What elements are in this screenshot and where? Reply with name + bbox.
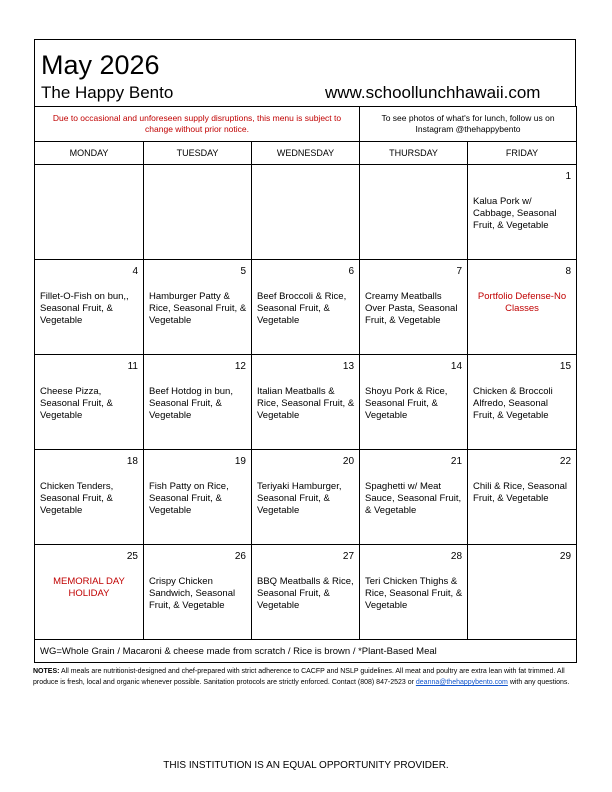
week-row — [35, 355, 577, 450]
day-number: 8 — [565, 266, 572, 277]
day-number: 15 — [559, 361, 572, 372]
meal-description: Chicken & Broccoli Alfredo, Seasonal Fruit, & Vegetable — [473, 386, 553, 421]
meal-description: Italian Meatballs & Rice, Seasonal Fruit, & Vegetable — [257, 386, 355, 421]
day-cell — [144, 355, 252, 450]
day-cell — [252, 165, 360, 260]
day-number: 18 — [126, 456, 138, 467]
day-cell — [360, 355, 468, 450]
meal-description: BBQ Meatballs & Rice, Seasonal Fruit, & Vegetable — [257, 576, 354, 611]
meal-description: Hamburger Patty & Rice, Seasonal Fruit, & Vegetable — [149, 291, 247, 326]
week-row — [35, 260, 577, 355]
weekday-header: TUESDAY — [144, 142, 252, 165]
special-notice: MEMORIAL DAY HOLIDAY — [53, 576, 125, 599]
website-text: www.schoollunchhawaii.com — [325, 83, 541, 102]
menu-sheet — [34, 39, 576, 688]
meal-description: Fillet-O-Fish on bun,, Seasonal Fruit, & Vegetable — [40, 291, 129, 326]
notice-row — [35, 107, 577, 142]
weekday-header: MONDAY — [35, 142, 144, 165]
equal-opportunity-statement: THIS INSTITUTION IS AN EQUAL OPPORTUNITY PROVIDER. — [163, 760, 449, 771]
meal-description: Shoyu Pork & Rice, Seasonal Fruit, & Vegetable — [365, 386, 448, 421]
meal-description: Teri Chicken Thighs & Rice, Seasonal Fruit, & Vegetable — [365, 576, 463, 611]
day-number: 27 — [342, 551, 355, 562]
day-cell — [468, 545, 577, 640]
day-number: 7 — [456, 266, 463, 277]
day-number: 21 — [450, 456, 463, 467]
day-cell — [468, 165, 577, 260]
notes-suffix: with any questions. — [509, 679, 570, 686]
week-row — [35, 545, 577, 640]
week-row — [35, 450, 577, 545]
company-name: The Happy Bento — [41, 83, 174, 102]
day-number: 11 — [127, 361, 138, 372]
meal-description: Cheese Pizza, Seasonal Fruit, & Vegetable — [40, 386, 113, 421]
day-cell — [144, 165, 252, 260]
meal-description: Chicken Tenders, Seasonal Fruit, & Vegetable — [40, 481, 114, 516]
day-cell — [35, 355, 144, 450]
notes-text: All meals are nutritionist-designed and chef-prepared with strict adherence to CACFP and NSLP guidelines. All meat and poultry are extra lean with fat trimmed. All produce is fresh, local and organic whenever possible. Sanitation protocols are strictly enforced. Contact (808) 847-2523 or — [33, 668, 565, 686]
day-number: 29 — [559, 551, 572, 562]
weeks-body — [35, 165, 577, 640]
day-cell — [35, 450, 144, 545]
day-cell — [144, 545, 252, 640]
meal-description: Crispy Chicken Sandwich, Seasonal Fruit, & Vegetable — [149, 576, 236, 611]
notes-label: NOTES: — [33, 668, 60, 675]
legend-text: WG=Whole Grain / Macaroni & cheese made from scratch / Rice is brown / *Plant-Based Meal — [35, 640, 577, 663]
weekday-header: THURSDAY — [360, 142, 468, 165]
meal-description: Kalua Pork w/ Cabbage, Seasonal Fruit, & Vegetable — [473, 196, 557, 231]
day-cell — [252, 260, 360, 355]
disruption-notice: Due to occasional and unforeseen supply disruptions, this menu is subject to change without prior notice. — [35, 107, 360, 142]
day-cell — [468, 355, 577, 450]
day-number: 13 — [342, 361, 355, 372]
day-number: 1 — [565, 171, 572, 182]
legend-row — [35, 640, 577, 663]
day-cell — [252, 545, 360, 640]
day-number: 14 — [450, 361, 463, 372]
notes-paragraph — [33, 666, 577, 688]
menu-calendar — [34, 106, 577, 663]
meal-description: Creamy Meatballs Over Pasta, Seasonal Fruit, & Vegetable — [365, 291, 458, 326]
day-cell — [252, 450, 360, 545]
day-cell — [35, 545, 144, 640]
day-cell — [35, 260, 144, 355]
weekday-header: FRIDAY — [468, 142, 577, 165]
meal-description: Spaghetti w/ Meat Sauce, Seasonal Fruit, & Vegetable — [365, 481, 462, 516]
page-title: May 2026 — [41, 50, 160, 80]
meal-description: Teriyaki Hamburger, Seasonal Fruit, & Vegetable — [257, 481, 342, 516]
day-number: 5 — [240, 266, 246, 277]
meal-description: Chili & Rice, Seasonal Fruit, & Vegetable — [473, 481, 568, 504]
day-number: 19 — [234, 456, 246, 467]
weekday-header: WEDNESDAY — [252, 142, 360, 165]
day-number: 12 — [234, 361, 246, 372]
day-number: 20 — [342, 456, 355, 467]
day-number: 28 — [450, 551, 463, 562]
day-number: 4 — [132, 266, 138, 277]
day-cell — [468, 260, 577, 355]
meal-description: Beef Hotdog in bun, Seasonal Fruit, & Vegetable — [149, 386, 233, 421]
week-row — [35, 165, 577, 260]
day-cell — [35, 165, 144, 260]
day-cell — [252, 355, 360, 450]
day-cell — [360, 545, 468, 640]
weekday-header-row — [35, 142, 577, 165]
menu-header — [34, 39, 576, 106]
meal-description: Beef Broccoli & Rice, Seasonal Fruit, & Vegetable — [257, 291, 347, 326]
day-cell — [360, 450, 468, 545]
day-cell — [360, 260, 468, 355]
day-cell — [468, 450, 577, 545]
day-number: 22 — [559, 456, 572, 467]
day-cell — [360, 165, 468, 260]
meal-description: Fish Patty on Rice, Seasonal Fruit, & Vegetable — [149, 481, 229, 516]
day-cell — [144, 450, 252, 545]
day-number: 26 — [234, 551, 246, 562]
special-notice: Portfolio Defense-No Classes — [477, 291, 567, 314]
day-cell — [144, 260, 252, 355]
contact-email-link[interactable]: deanna@thehappybento.com — [415, 679, 508, 686]
instagram-notice: To see photos of what's for lunch, follow us on Instagram @thehappybento — [360, 107, 577, 142]
day-number: 6 — [348, 266, 355, 277]
day-number: 25 — [126, 551, 138, 562]
